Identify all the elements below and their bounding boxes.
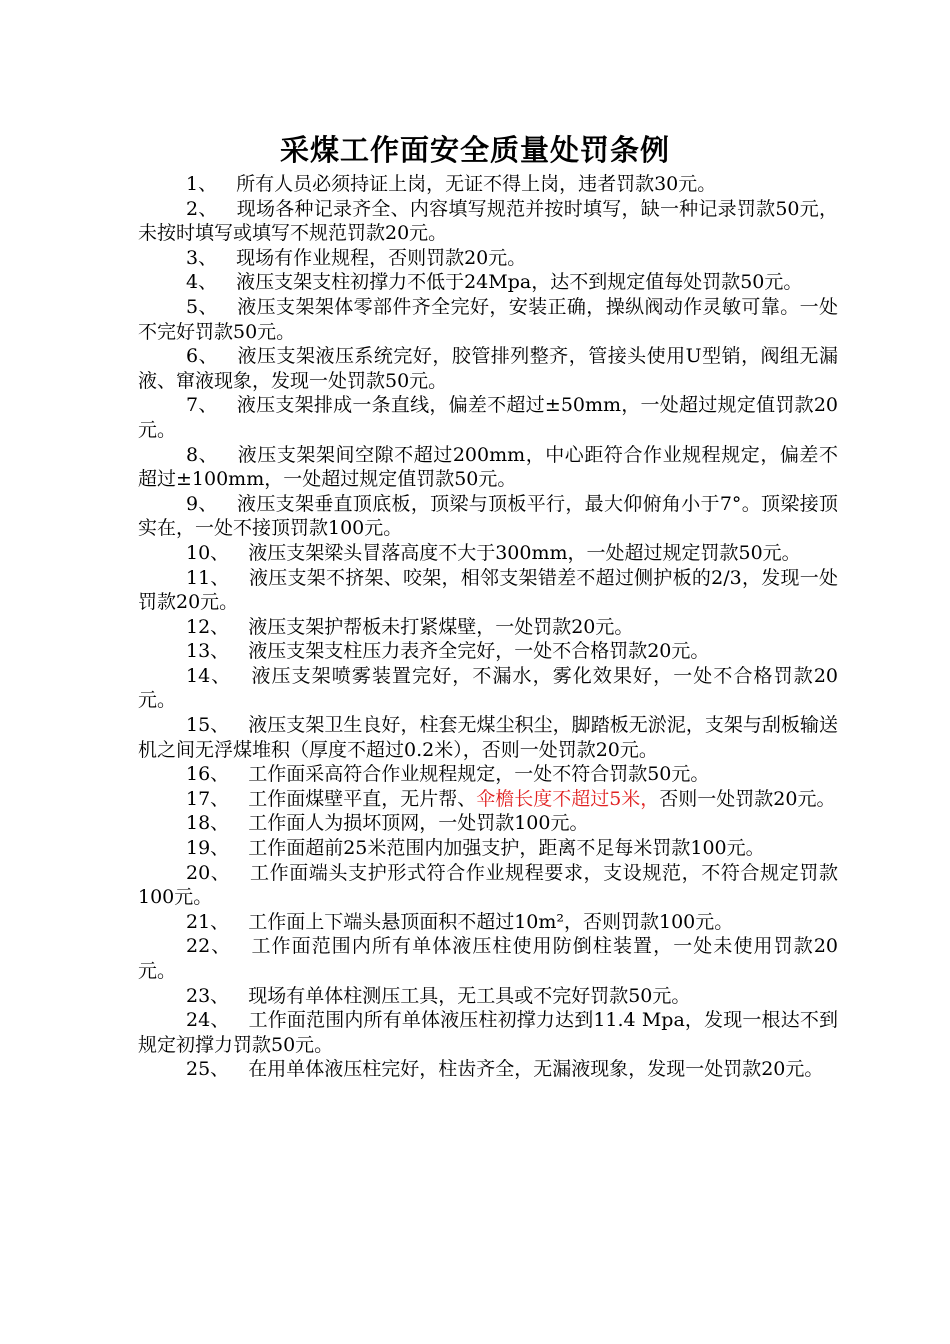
item-text: 工作面超前25米范围内加强支护，距离不足每米罚款100元。 xyxy=(248,837,765,860)
list-item xyxy=(138,541,838,566)
list-item xyxy=(138,443,838,492)
item-text: 液压支架梁头冒落高度不大于300mm，一处超过规定罚款50元。 xyxy=(248,541,801,564)
item-number: 13、 xyxy=(186,640,230,663)
item-text: 工作面人为损坏顶网，一处罚款100元。 xyxy=(248,812,589,835)
item-number: 15、 xyxy=(186,714,230,737)
list-item xyxy=(138,492,838,541)
item-number: 3、 xyxy=(186,246,218,269)
list-item xyxy=(138,615,838,640)
item-number: 25、 xyxy=(186,1058,230,1081)
list-item xyxy=(138,172,838,197)
list-item xyxy=(138,934,838,983)
list-item xyxy=(138,197,838,246)
item-number: 14、 xyxy=(186,664,232,687)
list-item xyxy=(138,713,838,762)
list-item xyxy=(138,910,838,935)
item-number: 10、 xyxy=(186,541,230,564)
item-text: 工作面煤壁平直，无片帮、 xyxy=(248,787,477,810)
item-text: 液压支架支柱压力表齐全完好，一处不合格罚款20元。 xyxy=(248,640,710,663)
item-text: 现场有作业规程，否则罚款20元。 xyxy=(236,246,527,269)
list-item xyxy=(138,861,838,910)
item-number: 23、 xyxy=(186,984,230,1007)
list-item xyxy=(138,811,838,836)
item-number: 21、 xyxy=(186,910,230,933)
item-number: 8、 xyxy=(186,443,219,466)
item-number: 12、 xyxy=(186,615,230,638)
list-item xyxy=(138,984,838,1009)
item-text: 液压支架喷雾装置完好，不漏水，雾化效果好，一处不合格罚款20元。 xyxy=(138,664,838,712)
item-number: 7、 xyxy=(186,394,218,417)
list-item xyxy=(138,270,838,295)
highlighted-text: 伞檐长度不超过5米， xyxy=(476,787,660,810)
item-text: 工作面范围内所有单体液压柱初撑力达到11.4 Mpa，发现一根达不到规定初撑力罚款50元。 xyxy=(138,1009,838,1056)
item-text: 工作面范围内所有单体液压柱使用防倒柱装置，一处未使用罚款20元。 xyxy=(138,935,838,982)
list-item xyxy=(138,836,838,861)
list-item xyxy=(138,787,838,812)
item-number: 6、 xyxy=(186,345,219,368)
item-text: 工作面采高符合作业规程规定，一处不符合罚款50元。 xyxy=(248,763,710,786)
item-text: 液压支架架体零部件齐全完好，安装正确，操纵阀动作灵敏可靠。一处不完好罚款50元。 xyxy=(138,295,838,343)
item-number: 17、 xyxy=(186,787,230,810)
item-text: 液压支架垂直顶底板，顶梁与顶板平行，最大仰俯角小于7°。顶梁接顶实在，一处不接顶罚款100元。 xyxy=(138,492,838,540)
item-text: 液压支架液压系统完好，胶管排列整齐，管接头使用U型销，阀组无漏液、窜液现象，发现一处罚款50元。 xyxy=(138,345,839,392)
item-number: 9、 xyxy=(186,492,218,515)
item-text: 液压支架卫生良好，柱套无煤尘积尘，脚踏板无淤泥，支架与刮板输送机之间无浮煤堆积（厚度不超过0.2米），否则一处罚款20元。 xyxy=(138,714,838,761)
item-text: 否则一处罚款20元。 xyxy=(659,787,836,810)
item-text: 在用单体液压柱完好，柱齿齐全，无漏液现象，发现一处罚款20元。 xyxy=(248,1058,824,1081)
document-title: 采煤工作面安全质量处罚条例 xyxy=(279,133,670,167)
item-number: 18、 xyxy=(186,812,230,835)
item-number: 4、 xyxy=(186,271,218,294)
item-text: 所有人员必须持证上岗，无证不得上岗，违者罚款30元。 xyxy=(236,173,717,195)
item-text: 现场有单体柱测压工具，无工具或不完好罚款50元。 xyxy=(248,984,691,1007)
item-number: 5、 xyxy=(186,295,218,318)
item-text: 液压支架护帮板未打紧煤壁，一处罚款20元。 xyxy=(248,615,634,638)
item-text: 液压支架支柱初撑力不低于24Mpa，达不到规定值每处罚款50元。 xyxy=(236,271,803,294)
item-number: 2、 xyxy=(186,197,218,220)
item-text: 工作面上下端头悬顶面积不超过10m²，否则罚款100元。 xyxy=(248,910,734,933)
list-item xyxy=(138,762,838,787)
item-number: 11、 xyxy=(186,566,230,589)
item-text: 现场各种记录齐全、内容填写规范并按时填写，缺一种记录罚款50元，未按时填写或填写不规范罚款20元。 xyxy=(138,197,838,245)
list-item xyxy=(138,246,838,271)
list-item xyxy=(138,393,838,442)
item-text: 液压支架排成一条直线，偏差不超过±50mm，一处超过规定值罚款20元。 xyxy=(138,394,839,441)
item-number: 24、 xyxy=(186,1009,230,1032)
list-item xyxy=(138,639,838,664)
item-number: 22、 xyxy=(186,935,232,958)
list-item xyxy=(138,295,838,344)
item-text: 液压支架架间空隙不超过200mm，中心距符合作业规程规定，偏差不超过±100mm，一处超过规定值罚款50元。 xyxy=(138,443,838,491)
item-text: 液压支架不挤架、咬架，相邻支架错差不超过侧护板的2/3，发现一处罚款20元。 xyxy=(138,566,838,614)
list-item xyxy=(138,344,838,393)
item-text: 工作面端头支护形式符合作业规程要求，支设规范，不符合规定罚款100元。 xyxy=(138,861,838,909)
list-item xyxy=(138,1008,838,1057)
item-number: 20、 xyxy=(186,861,231,884)
list-item xyxy=(138,664,838,713)
regulation-list xyxy=(138,172,838,1082)
list-item xyxy=(138,566,838,615)
list-item xyxy=(138,1057,838,1082)
item-number: 19、 xyxy=(186,837,230,860)
item-number: 1、 xyxy=(186,173,218,195)
item-number: 16、 xyxy=(186,763,230,786)
